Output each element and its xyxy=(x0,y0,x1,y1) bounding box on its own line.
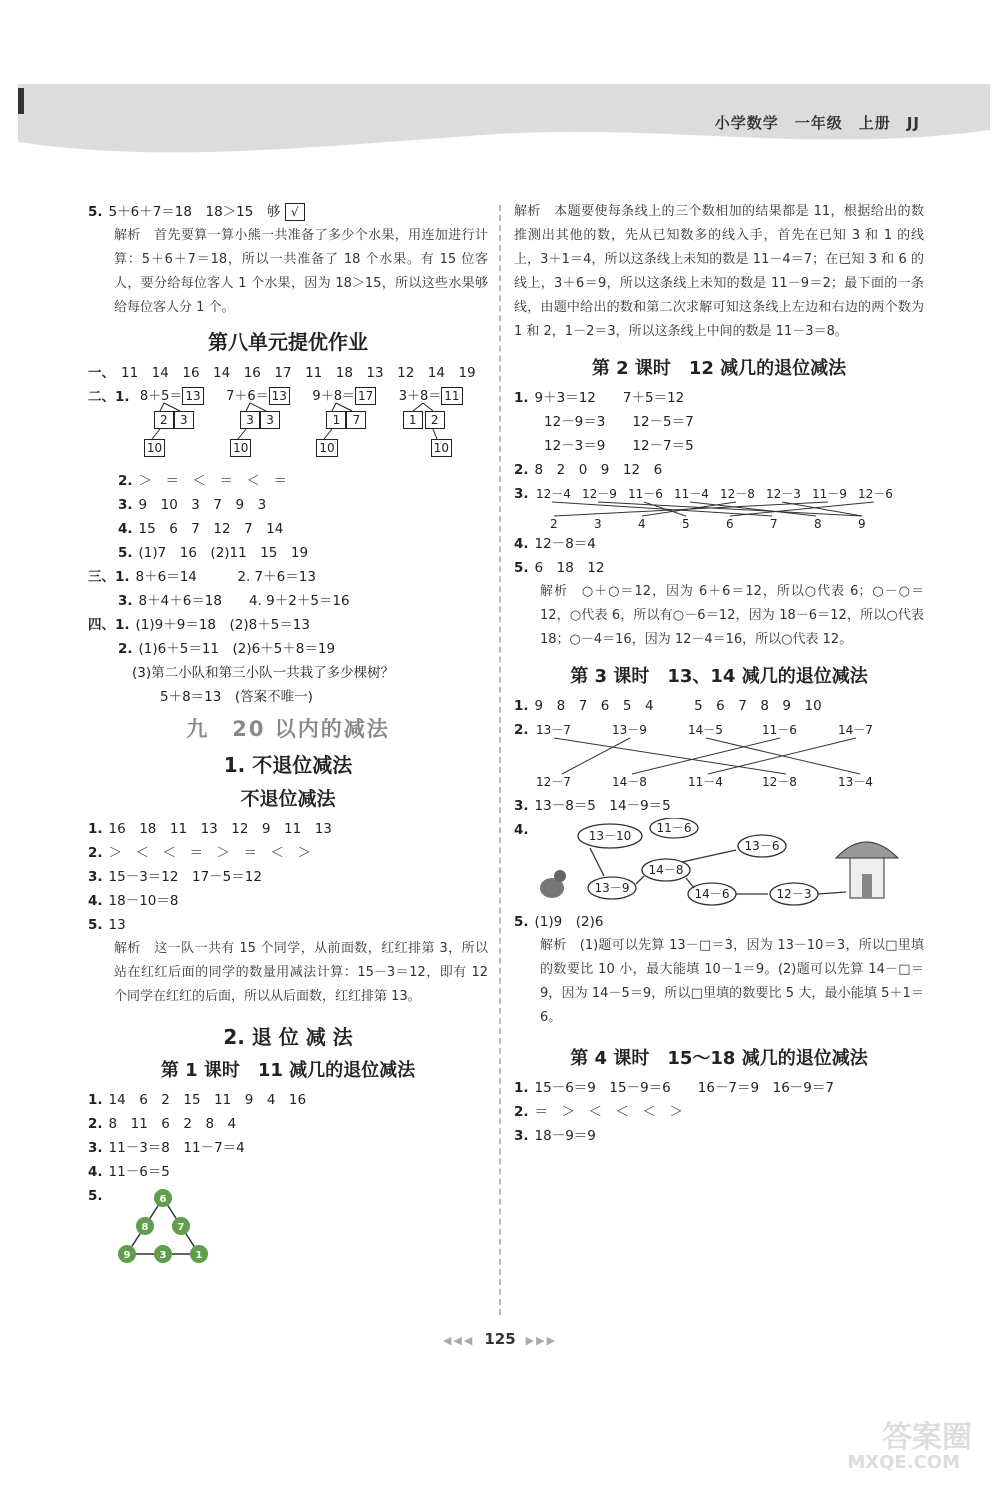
lesson3-q5: 5. (1)9 (2)6 xyxy=(514,914,604,930)
lesson2-q1: 12－3＝9 12－7＝5 xyxy=(544,438,694,454)
star-node: 3 xyxy=(159,1250,167,1261)
section1-explanation: 解析 这一队一共有 15 个同学，从前面数，红红排第 3，所以站在红红后面的同学的数量用减法计算：15－3＝12，即有 12 个同学在红红的后面，所以从后面数，红红排第 13。 xyxy=(114,941,488,1004)
lesson1-row: 5. 6 8 7 9 3 1 xyxy=(88,1184,488,1264)
unit8-s2-row: 4. 15 6 7 12 7 14 xyxy=(118,521,284,537)
match-top: 11－9 xyxy=(812,487,847,501)
match-bottom: 5 xyxy=(682,517,690,531)
right-column xyxy=(514,200,924,1148)
explanation-q5-top: 解析 首先要算一算小熊一共准备了多少个水果，用连加进行计算：5＋6＋7＝18，所以一共准备了 18 个水果。有 15 位客人，要分给每位客人 1 个水果，因为 18＞15，所以这些水果够给每位客人分 1 个。 xyxy=(114,228,488,315)
match-top: 13－9 xyxy=(612,723,647,737)
unit8-s2-row: 3. 9 10 3 7 9 3 xyxy=(118,497,267,513)
lesson1-row: 3. 11－3＝8 11－7＝4 xyxy=(88,1140,245,1156)
lesson2-q1: 1. 9＋3＝12 7＋5＝12 xyxy=(514,390,685,406)
section1-row: 4. 18－10＝8 xyxy=(88,893,179,909)
section1-row: 2. ＞ ＜ ＜ ＝ ＞ ＝ ＜ ＞ xyxy=(88,845,312,861)
mushroom-house-icon xyxy=(836,842,898,898)
column-divider xyxy=(499,205,501,1315)
path-node: 13－10 xyxy=(588,829,632,843)
match-top: 11－6 xyxy=(628,487,663,501)
lesson2-explanation: 解析 ○＋○＝12，因为 6＋6＝12，所以○代表 6；○－○＝12，○代表 6，所以有○－6＝12，因为 18－6＝12，所以○代表 18；○－4＝16，因为 12－4＝16，所以○代表 12。 xyxy=(540,584,924,647)
match-bottom: 14－8 xyxy=(612,775,647,789)
match-top: 11－4 xyxy=(674,487,709,501)
match-top: 12－8 xyxy=(720,487,755,501)
path-node: 14－6 xyxy=(694,887,730,901)
star-triangle-diagram xyxy=(113,1184,233,1264)
star-node: 6 xyxy=(159,1194,167,1205)
watermark-logo: 答案圈 xyxy=(882,1420,972,1455)
unit8-s4-row: 2. (1)6＋5＝11 (2)6＋5＋8＝19 xyxy=(118,641,336,657)
match-top: 14－7 xyxy=(838,723,873,737)
match-top: 12－9 xyxy=(582,487,617,501)
path-node: 13－6 xyxy=(744,839,780,853)
unit8-s1: 一、 11 14 16 14 16 17 11 18 13 12 14 19 xyxy=(88,365,476,381)
lesson2-q3: 3. 12－4 12－9 11－6 11－4 12－8 12－3 11－9 12－6 2 3 4 5 6 7 8 9 xyxy=(514,482,924,532)
unit8-title: 第八单元提优作业 xyxy=(208,330,368,354)
path-diagram xyxy=(536,818,906,910)
lesson3-q2: 2. 13－7 13－9 14－5 11－6 14－7 12－7 14－8 11－4 12－8 13－4 xyxy=(514,718,924,794)
lesson4-row: 1. 15－6＝9 15－9＝6 16－7＝9 16－9＝7 xyxy=(514,1080,834,1096)
star-node: 7 xyxy=(177,1222,185,1233)
unit8-s4-q3: (3)第二小队和第三小队一共栽了多少棵树？ xyxy=(132,665,395,681)
match-bottom: 7 xyxy=(770,517,778,531)
path-node: 13－9 xyxy=(594,881,630,895)
match-top: 12－4 xyxy=(536,487,571,501)
match-top: 11－6 xyxy=(762,723,797,737)
number-tree: 9＋8＝ 17 1 7 10 xyxy=(312,385,384,459)
path-node: 12－3 xyxy=(776,887,812,901)
match-bottom: 2 xyxy=(550,517,558,531)
section1-lesson-title: 不退位减法 xyxy=(240,788,336,810)
match-bottom: 4 xyxy=(638,517,646,531)
lesson3-explanation: 解析 (1)题可以先算 13－□＝3，因为 13－10＝3，所以□里填的数要比 10 小，最大能填 10－1＝9。(2)题可以先算 14－□＝9，因为 14－5＝9，所以□里填的数要比 5 大，最小能填 5＋1＝6。 xyxy=(540,938,924,1025)
lesson2-q1: 12－9＝3 12－5＝7 xyxy=(544,414,694,430)
lesson2-q5: 5. 6 18 12 xyxy=(514,560,605,576)
lesson3-q3: 3. 13－8＝5 14－9＝5 xyxy=(514,798,671,814)
match-bottom: 3 xyxy=(594,517,602,531)
lesson1-row: 2. 8 11 6 2 8 4 xyxy=(88,1116,237,1132)
unit8-s4-row: 四、1. (1)9＋9＝18 (2)8＋5＝13 xyxy=(88,617,310,633)
lesson3-title: 第 3 课时 13、14 减几的退位减法 xyxy=(570,666,868,687)
match-bottom: 6 xyxy=(726,517,734,531)
path-node: 14－8 xyxy=(648,863,684,877)
lesson3-q1: 1. 9 8 7 6 5 4 5 6 7 8 9 10 xyxy=(514,698,822,714)
star-node: 8 xyxy=(141,1222,149,1233)
match-bottom: 9 xyxy=(858,517,866,531)
lesson4-title: 第 4 课时 15～18 减几的退位减法 xyxy=(570,1048,868,1069)
match-top: 13－7 xyxy=(536,723,571,737)
lesson3-q4: 4. 13－10 11－6 13－6 14－8 13－9 14－6 12－3 xyxy=(514,818,924,910)
match-bottom: 13－4 xyxy=(838,775,873,789)
match-top: 12－3 xyxy=(766,487,801,501)
match-bottom: 12－8 xyxy=(762,775,797,789)
star-node: 9 xyxy=(123,1250,131,1261)
unit8-s3-row: 三、1. 8＋6＝14 2. 7＋6＝13 xyxy=(88,569,316,585)
matching-diagram xyxy=(536,718,926,794)
number-tree: 8＋5＝ 13 2 3 10 xyxy=(140,385,212,459)
lesson4-row: 3. 18－9＝9 xyxy=(514,1128,596,1144)
unit8-s3-row: 3. 8＋4＋6＝18 4. 9＋2＋5＝16 xyxy=(118,593,350,609)
next-arrows-icon: ▶▶▶ xyxy=(525,1334,558,1347)
check-box: √ xyxy=(285,203,305,221)
lesson2-q4: 4. 12－8＝4 xyxy=(514,536,596,552)
lesson1-row: 4. 11－6＝5 xyxy=(88,1164,170,1180)
page-number: ◀◀◀ 125 ▶▶▶ xyxy=(442,1330,558,1348)
section1-row: 5. 13 xyxy=(88,917,126,933)
match-bottom: 12－7 xyxy=(536,775,571,789)
triangle-explanation: 解析 本题要使每条线上的三个数相加的结果都是 11，根据给出的数推测出其他的数，先从已知数多的线入手，首先在已知 3 和 1 的线上，3＋1＝4，所以这条线上未知的数是 11－4＝7；在已知 3 和 6 的线上，3＋6＝9，所以这条线上未知的数是 11－9＝2；最下面的一条线，由题中给出的数和第二次求解可知这条线上左边和右边的两个数为 1 和 2，1－2＝3，所以这条线上中间的数是 11－3＝8。 xyxy=(514,204,924,339)
unit8-s4-q3-answer: 5＋8＝13 (答案不唯一) xyxy=(160,689,313,705)
match-bottom: 8 xyxy=(814,517,822,531)
matching-diagram xyxy=(536,482,926,532)
header-title: 小学数学 一年级 上册 JJ xyxy=(714,114,920,132)
match-top: 14－5 xyxy=(688,723,723,737)
lesson4-row: 2. ＝ ＞ ＜ ＜ ＜ ＞ xyxy=(514,1104,684,1120)
match-top: 12－6 xyxy=(858,487,893,501)
section2-title: 2. 退 位 减 法 xyxy=(223,1025,353,1049)
lesson1-title: 第 1 课时 11 减几的退位减法 xyxy=(160,1060,416,1081)
lesson2-q2: 2. 8 2 0 9 12 6 xyxy=(514,462,663,478)
watermark-url: MXQE.COM xyxy=(847,1452,960,1473)
answer-q5-top: 5. 5＋6＋7＝18 18＞15 够 √ xyxy=(88,200,488,224)
path-node: 11－6 xyxy=(656,821,692,835)
match-bottom: 11－4 xyxy=(688,775,723,789)
unit8-s2-trees: 二、1. 8＋5＝ 13 2 3 10 7＋6＝ 13 3 3 10 9＋8＝ 17 1 7 10 3＋8＝ 11 1 2 10 xyxy=(88,385,488,469)
lesson2-title: 第 2 课时 12 减几的退位减法 xyxy=(591,358,847,379)
left-column xyxy=(88,200,488,1264)
prev-arrows-icon: ◀◀◀ xyxy=(442,1334,475,1347)
unit9-title: 九 20 以内的减法 xyxy=(186,717,390,741)
number-tree: 7＋6＝ 13 3 3 10 xyxy=(226,385,298,459)
section1-row: 3. 15－3＝12 17－5＝12 xyxy=(88,869,262,885)
number-tree: 3＋8＝ 11 1 2 10 xyxy=(399,385,471,459)
squirrel-icon xyxy=(540,870,566,898)
unit8-s2-row: 5. (1)7 16 (2)11 15 19 xyxy=(118,545,309,561)
star-node: 1 xyxy=(195,1250,203,1261)
section1-title: 1. 不退位减法 xyxy=(223,753,353,777)
section1-row: 1. 16 18 11 13 12 9 11 13 xyxy=(88,821,332,837)
lesson1-row: 1. 14 6 2 15 11 9 4 16 xyxy=(88,1092,307,1108)
unit8-s2-row: 2. ＞ ＝ ＜ ＝ ＜ ＝ xyxy=(118,473,288,489)
